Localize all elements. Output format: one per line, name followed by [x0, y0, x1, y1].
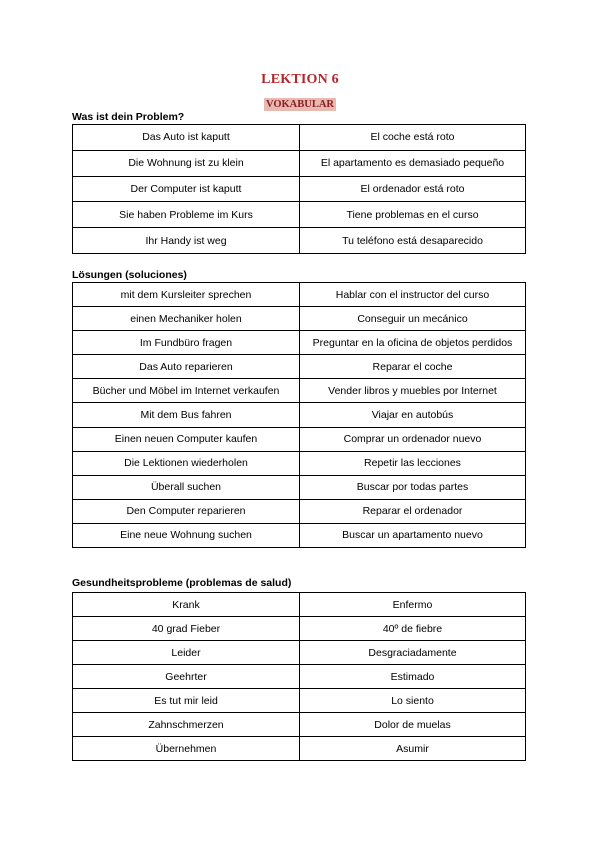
spanish-translation: Desgraciadamente [300, 641, 526, 665]
table-row [73, 150, 526, 176]
german-term: Leider [73, 641, 300, 665]
spanish-translation: El ordenador está roto [300, 176, 526, 202]
german-term: Die Lektionen wiederholen [73, 451, 300, 475]
table-row [73, 523, 526, 547]
lesson-title: LEKTION 6 [261, 72, 339, 87]
german-term: Krank [73, 593, 300, 617]
table-row [73, 307, 526, 331]
german-term: 40 grad Fieber [73, 617, 300, 641]
table-row [73, 665, 526, 689]
german-term: Das Auto ist kaputt [73, 125, 300, 151]
table-row [73, 499, 526, 523]
solutions-table [72, 282, 526, 548]
section-heading-problems: Was ist dein Problem? [72, 111, 185, 123]
spanish-translation: Reparar el coche [300, 355, 526, 379]
table-row [73, 641, 526, 665]
spanish-translation: Estimado [300, 665, 526, 689]
table-row [73, 331, 526, 355]
health-table [72, 592, 526, 761]
section-heading-solutions: Lösungen (soluciones) [72, 269, 187, 281]
table-row [73, 427, 526, 451]
spanish-translation: Lo siento [300, 689, 526, 713]
spanish-translation: El apartamento es demasiado pequeño [300, 150, 526, 176]
spanish-translation: Buscar por todas partes [300, 475, 526, 499]
spanish-translation: Preguntar en la oficina de objetos perdidos [300, 331, 526, 355]
spanish-translation: 40º de fiebre [300, 617, 526, 641]
table-row [73, 451, 526, 475]
german-term: Ihr Handy ist weg [73, 228, 300, 254]
table-row [73, 355, 526, 379]
table-row [73, 403, 526, 427]
spanish-translation: Enfermo [300, 593, 526, 617]
german-term: Übernehmen [73, 737, 300, 761]
spanish-translation: Tiene problemas en el curso [300, 202, 526, 228]
german-term: Zahnschmerzen [73, 713, 300, 737]
table-row [73, 125, 526, 151]
german-term: Den Computer reparieren [73, 499, 300, 523]
section-heading-health: Gesundheitsprobleme (problemas de salud) [72, 577, 292, 589]
spanish-translation: Viajar en autobús [300, 403, 526, 427]
german-term: Einen neuen Computer kaufen [73, 427, 300, 451]
spanish-translation: Buscar un apartamento nuevo [300, 523, 526, 547]
table-row [73, 202, 526, 228]
spanish-translation: Conseguir un mecánico [300, 307, 526, 331]
spanish-translation: Reparar el ordenador [300, 499, 526, 523]
spanish-translation: Comprar un ordenador nuevo [300, 427, 526, 451]
german-term: Überall suchen [73, 475, 300, 499]
table-row [73, 475, 526, 499]
german-term: Das Auto reparieren [73, 355, 300, 379]
problems-table [72, 124, 526, 254]
spanish-translation: El coche está roto [300, 125, 526, 151]
spanish-translation: Vender libros y muebles por Internet [300, 379, 526, 403]
table-row [73, 228, 526, 254]
german-term: einen Mechaniker holen [73, 307, 300, 331]
table-row [73, 713, 526, 737]
german-term: Der Computer ist kaputt [73, 176, 300, 202]
table-row [73, 593, 526, 617]
table-row [73, 737, 526, 761]
german-term: Sie haben Probleme im Kurs [73, 202, 300, 228]
german-term: Bücher und Möbel im Internet verkaufen [73, 379, 300, 403]
table-row [73, 617, 526, 641]
table-row [73, 176, 526, 202]
table-row [73, 379, 526, 403]
spanish-translation: Tu teléfono está desaparecido [300, 228, 526, 254]
german-term: Es tut mir leid [73, 689, 300, 713]
table-row [73, 689, 526, 713]
vocabulary-subtitle: VOKABULAR [265, 99, 335, 110]
table-row [73, 283, 526, 307]
german-term: Im Fundbüro fragen [73, 331, 300, 355]
german-term: Die Wohnung ist zu klein [73, 150, 300, 176]
german-term: Eine neue Wohnung suchen [73, 523, 300, 547]
german-term: mit dem Kursleiter sprechen [73, 283, 300, 307]
spanish-translation: Dolor de muelas [300, 713, 526, 737]
spanish-translation: Hablar con el instructor del curso [300, 283, 526, 307]
spanish-translation: Asumir [300, 737, 526, 761]
spanish-translation: Repetir las lecciones [300, 451, 526, 475]
german-term: Geehrter [73, 665, 300, 689]
german-term: Mit dem Bus fahren [73, 403, 300, 427]
